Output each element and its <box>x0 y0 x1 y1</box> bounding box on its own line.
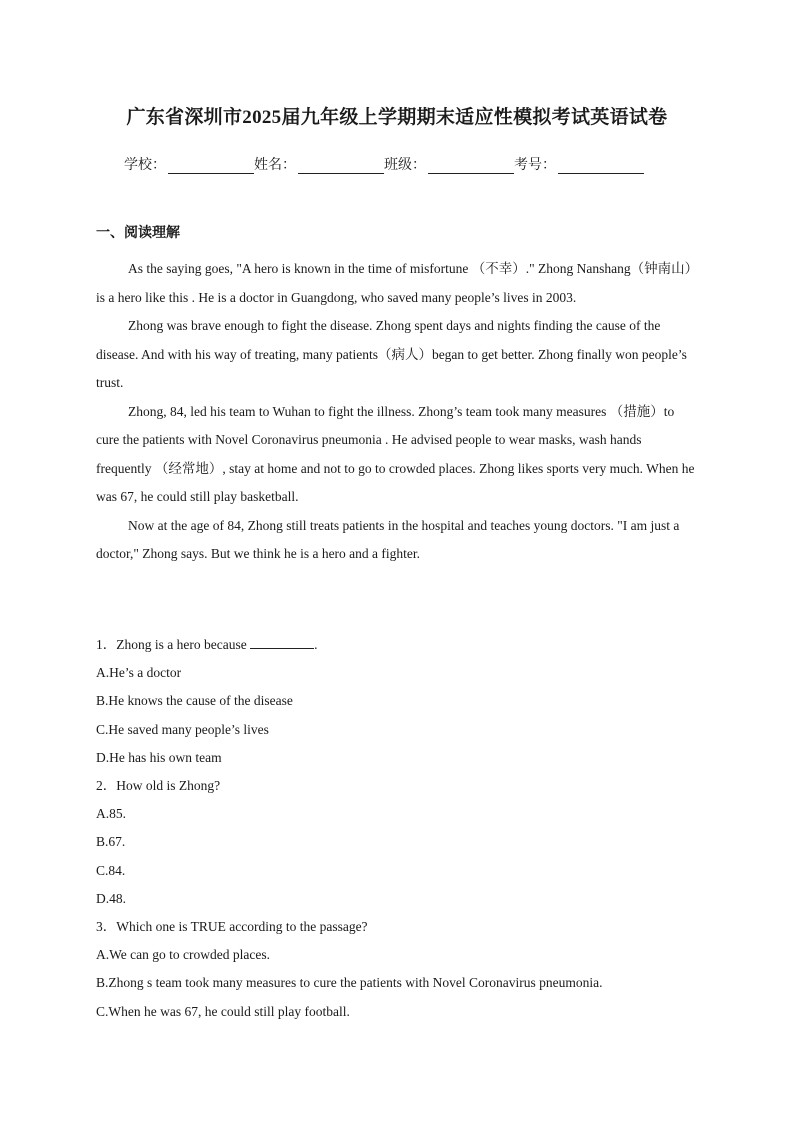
question-1-option-d[interactable]: D.He has his own team <box>96 749 222 765</box>
passage-paragraph-3: Zhong, 84, led his team to Wuhan to fight the illness. Zhong’s team took many measures （措施）to cure the patients with Novel Coronavirus pneumonia . He advised people to wear masks, wash hands frequently （经常地）, stay at home and not to go to crowded places. Zhong likes sports very much. When he was 67, he could still play basketball. <box>96 403 695 504</box>
school-label: 学校： <box>124 157 166 173</box>
question-1-stem-text: 1．Zhong is a hero because <box>96 637 251 652</box>
exam-no-blank[interactable] <box>558 157 644 174</box>
name-blank[interactable] <box>298 157 384 174</box>
passage-paragraph-4: Now at the age of 84, Zhong still treats patients in the hospital and teaches young doctors. "I am just a doctor," Zhong says. But we think he is a hero and a fighter. <box>96 517 680 561</box>
question-3-option-c[interactable]: C.When he was 67, he could still play football. <box>96 1003 350 1019</box>
question-2-option-d[interactable]: D.48. <box>96 890 126 906</box>
student-info-row <box>124 154 684 174</box>
question-1-stem-end: . <box>314 637 318 652</box>
class-field <box>384 154 514 174</box>
page-title: 广东省深圳市2025届九年级上学期期末适应性模拟考试英语试卷 <box>126 107 668 128</box>
name-field <box>254 154 384 174</box>
answer-blank[interactable] <box>250 636 314 649</box>
name-label: 姓名： <box>254 157 296 173</box>
question-2-option-c[interactable]: C.84. <box>96 862 126 878</box>
question-2-option-a[interactable]: A.85. <box>96 806 126 822</box>
reading-passage <box>96 255 696 569</box>
question-3 <box>96 913 706 1026</box>
school-blank[interactable] <box>168 157 254 174</box>
question-1-option-b[interactable]: B.He knows the cause of the disease <box>96 693 293 709</box>
question-2-stem: 2．How old is Zhong? <box>96 778 221 793</box>
class-blank[interactable] <box>428 157 514 174</box>
question-1-option-a[interactable]: A.He’s a doctor <box>96 665 182 681</box>
passage-paragraph-1: As the saying goes, "A hero is known in the time of misfortune （不幸）." Zhong Nanshang（钟南山）is a hero like this . He is a doctor in Guangdong, who saved many people’s lives in 2003. <box>96 261 692 305</box>
question-3-stem: 3．Which one is TRUE according to the passage? <box>96 919 368 934</box>
question-1-stem <box>96 631 706 659</box>
section-heading: 一、阅读理解 <box>96 225 180 241</box>
question-3-option-a[interactable]: A.We can go to crowded places. <box>96 947 270 963</box>
class-label: 班级： <box>384 157 426 173</box>
question-2-option-b[interactable]: B.67. <box>96 834 126 850</box>
question-3-option-b[interactable]: B.Zhong s team took many measures to cure the patients with Novel Coronavirus pneumonia. <box>96 975 603 991</box>
question-2 <box>96 772 706 913</box>
passage-paragraph-2: Zhong was brave enough to fight the disease. Zhong spent days and nights finding the cause of the disease. And with his way of treating, many patients（病人）began to get better. Zhong finally won people’s trust. <box>96 318 687 390</box>
exam-no-field <box>514 154 644 174</box>
question-1 <box>96 631 706 772</box>
school-field <box>124 154 254 174</box>
exam-no-label: 考号： <box>514 157 556 173</box>
question-1-option-c[interactable]: C.He saved many people’s lives <box>96 721 269 737</box>
